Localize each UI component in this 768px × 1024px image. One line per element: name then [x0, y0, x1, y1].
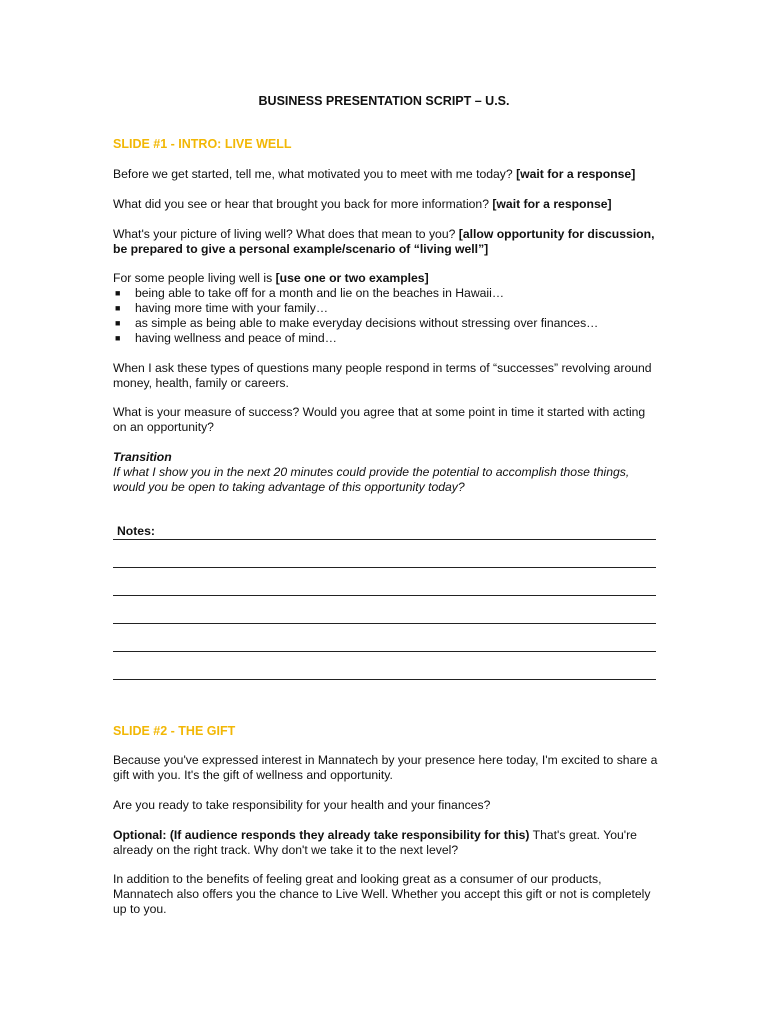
- slide1-heading: SLIDE #1 - INTRO: LIVE WELL: [113, 137, 292, 151]
- slide2-optional-label: Optional: (If audience responds they already take responsibility for this): [113, 828, 530, 842]
- examples-list: [113, 286, 658, 346]
- document-title: BUSINESS PRESENTATION SCRIPT – U.S.: [258, 94, 510, 108]
- bullet-icon: ■: [115, 318, 121, 328]
- slide1-p1-instruction: [wait for a response]: [516, 167, 636, 181]
- slide2-p3-text: That's great. You're already on the right track. Why don't we take it to the next level?: [113, 828, 637, 857]
- slide1-paragraph-3: [113, 227, 658, 257]
- notes-line: [113, 595, 656, 596]
- list-item-text: as simple as being able to make everyday decisions without stressing over finances…: [135, 316, 599, 330]
- slide1-p3-text: What's your picture of living well? What does that mean to you?: [113, 227, 459, 241]
- list-item-text: having more time with your family…: [135, 301, 329, 315]
- bullet-icon: ■: [115, 288, 121, 298]
- slide2-heading: SLIDE #2 - THE GIFT: [113, 724, 236, 738]
- notes-line: [113, 623, 656, 624]
- notes-line: [113, 539, 656, 540]
- slide1-paragraph-4: [113, 271, 658, 286]
- slide2-paragraph-2: Are you ready to take responsibility for your health and your finances?: [113, 798, 491, 812]
- slide2-paragraph-3: [113, 828, 658, 858]
- notes-line: [113, 651, 656, 652]
- slide1-paragraph-1: [113, 167, 658, 182]
- list-item-text: having wellness and peace of mind…: [135, 331, 337, 345]
- bullet-icon: ■: [115, 303, 121, 313]
- slide1-paragraph-6: What is your measure of success? Would you agree that at some point in time it started with acting on an opportunity?: [113, 405, 646, 434]
- slide1-p1-text: Before we get started, tell me, what motivated you to meet with me today?: [113, 167, 517, 181]
- slide1-paragraph-2: [113, 197, 658, 212]
- slide2-paragraph-4: In addition to the benefits of feeling great and looking great as a consumer of our products, Mannatech also offers you the chance to Live Well. Whether you accept this gift or not is completely up to you.: [113, 872, 651, 916]
- slide1-p2-instruction: [wait for a response]: [492, 197, 612, 211]
- slide1-p4-instruction: [use one or two examples]: [275, 271, 429, 285]
- slide1-p4-text: For some people living well is: [113, 271, 276, 285]
- list-item: [113, 331, 658, 346]
- list-item: [113, 316, 658, 331]
- list-item: [113, 301, 658, 316]
- list-item-text: being able to take off for a month and lie on the beaches in Hawaii…: [135, 286, 505, 300]
- notes-line: [113, 567, 656, 568]
- slide2-paragraph-1: Because you've expressed interest in Mannatech by your presence here today, I'm excited to share a gift with you. It's the gift of wellness and opportunity.: [113, 753, 658, 782]
- bullet-icon: ■: [115, 333, 121, 343]
- notes-label: Notes:: [117, 524, 155, 538]
- transition-text: If what I show you in the next 20 minutes could provide the potential to accomplish those things, would you be open to taking advantage of this opportunity today?: [113, 465, 630, 494]
- slide1-p3-instruction: [allow opportunity for discussion, be prepared to give a personal example/scenario of “living well”]: [113, 227, 655, 256]
- slide1-examples-block: [113, 271, 658, 346]
- slide1-p2-text: What did you see or hear that brought you back for more information?: [113, 197, 493, 211]
- notes-line: [113, 679, 656, 680]
- list-item: [113, 286, 658, 301]
- slide1-paragraph-5: When I ask these types of questions many people respond in terms of “successes” revolving around money, health, family or careers.: [113, 361, 652, 390]
- transition-heading: Transition: [113, 450, 172, 464]
